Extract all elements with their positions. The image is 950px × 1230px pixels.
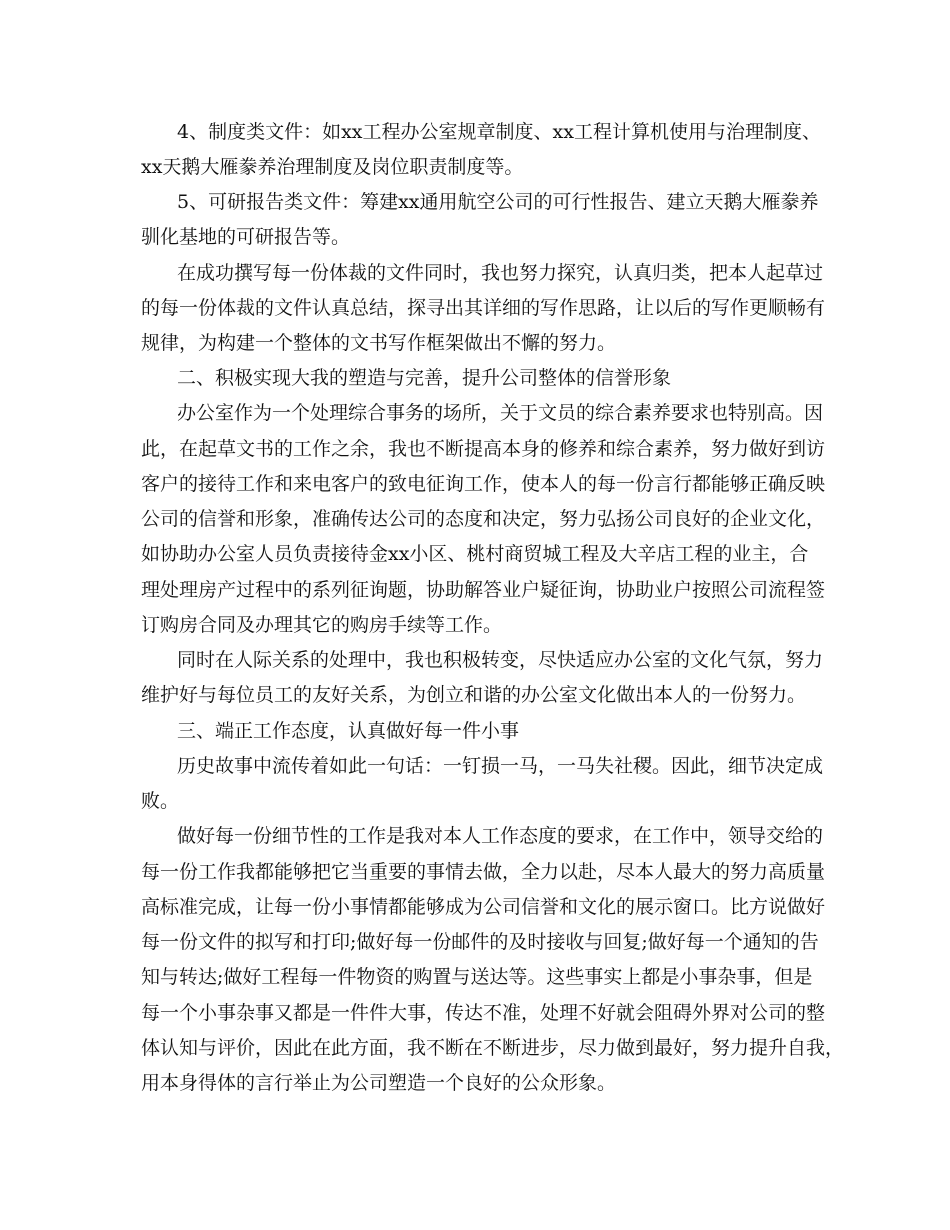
paragraph-line: 同时在人际关系的处理中，我也积极转变，尽快适应办公室的文化气氛，努力 [177,649,824,671]
paragraph-line: 败。 [141,790,180,812]
paragraph-line: 驯化基地的可研报告等。 [141,226,351,248]
paragraph-line: 做好每一份细节性的工作是我对本人工作态度的要求，在工作中，领导交给的 [177,825,824,847]
paragraph-line: 每一个小事杂事又都是一件件大事，传达不准，处理不好就会阻碍外界对公司的整 [141,1002,826,1024]
paragraph-line: 知与转达;做好工程每一件物资的购置与送达等。这些事实上都是小事杂事，但是 [141,966,813,988]
paragraph-line: 历史故事中流传着如此一句话：一钉损一马，一马失社稷。因此，细节决定成 [177,755,824,777]
paragraph-line: 办公室作为一个处理综合事务的场所，关于文员的综合素养要求也特别高。因 [177,402,824,424]
paragraph-line: 客户的接待工作和来电客户的致电征询工作，使本人的每一份言行都能够正确反映 [141,473,826,495]
paragraph-line: 规律，为构建一个整体的文书写作框架做出不懈的努力。 [141,332,617,354]
paragraph-line: 用本身得体的言行举止为公司塑造一个良好的公众形象。 [141,1072,617,1094]
paragraph-line: 的每一份体裁的文件认真总结，探寻出其详细的写作思路，让以后的写作更顺畅有 [141,297,826,319]
paragraph-line: 高标准完成，让每一份小事情都能够成为公司信誉和文化的展示窗口。比方说做好 [141,896,826,918]
paragraph-line: 每一份文件的拟写和打印;做好每一份邮件的及时接收与回复;做好每一个通知的告 [141,931,819,953]
paragraph-line: 4、制度类文件：如xx工程办公室规章制度、xx工程计算机使用与治理制度、 [177,121,821,143]
paragraph-line: 维护好与每位员工的友好关系，为创立和谐的办公室文化做出本人的一份努力。 [141,684,807,706]
paragraph-line: 订购房合同及办理其它的购房手续等工作。 [141,614,503,636]
paragraph-line: 此，在起草文书的工作之余，我也不断提高本身的修养和综合素养，努力做好到访 [141,438,826,460]
paragraph-line: 体认知与评价，因此在此方面，我不断在不断进步，尽力做到最好，努力提升自我， [141,1037,845,1059]
paragraph-line: 5、可研报告类文件：筹建xx通用航空公司的可行性报告、建立天鹅大雁豢养 [177,191,819,213]
section-heading: 三、端正工作态度，认真做好每一件小事 [177,720,520,742]
paragraph-line: 公司的信誉和形象，准确传达公司的态度和决定，努力弘扬公司良好的企业文化， [141,508,826,530]
paragraph-line: 理处理房产过程中的系列征询题，协助解答业户疑征询，协助业户按照公司流程签 [141,579,826,601]
paragraph-line: xx天鹅大雁豢养治理制度及岗位职责制度等。 [141,156,524,178]
section-heading: 二、积极实现大我的塑造与完善，提升公司整体的信誉形象 [177,367,672,389]
paragraph-line: 每一份工作我都能够把它当重要的事情去做，全力以赴，尽本人最大的努力高质量 [141,861,826,883]
paragraph-line: 在成功撰写每一份体裁的文件同时，我也努力探究，认真归类，把本人起草过 [177,262,824,284]
paragraph-line: 如协助办公室人员负责接待金xx小区、桃村商贸城工程及大辛店工程的业主，合 [141,543,809,565]
